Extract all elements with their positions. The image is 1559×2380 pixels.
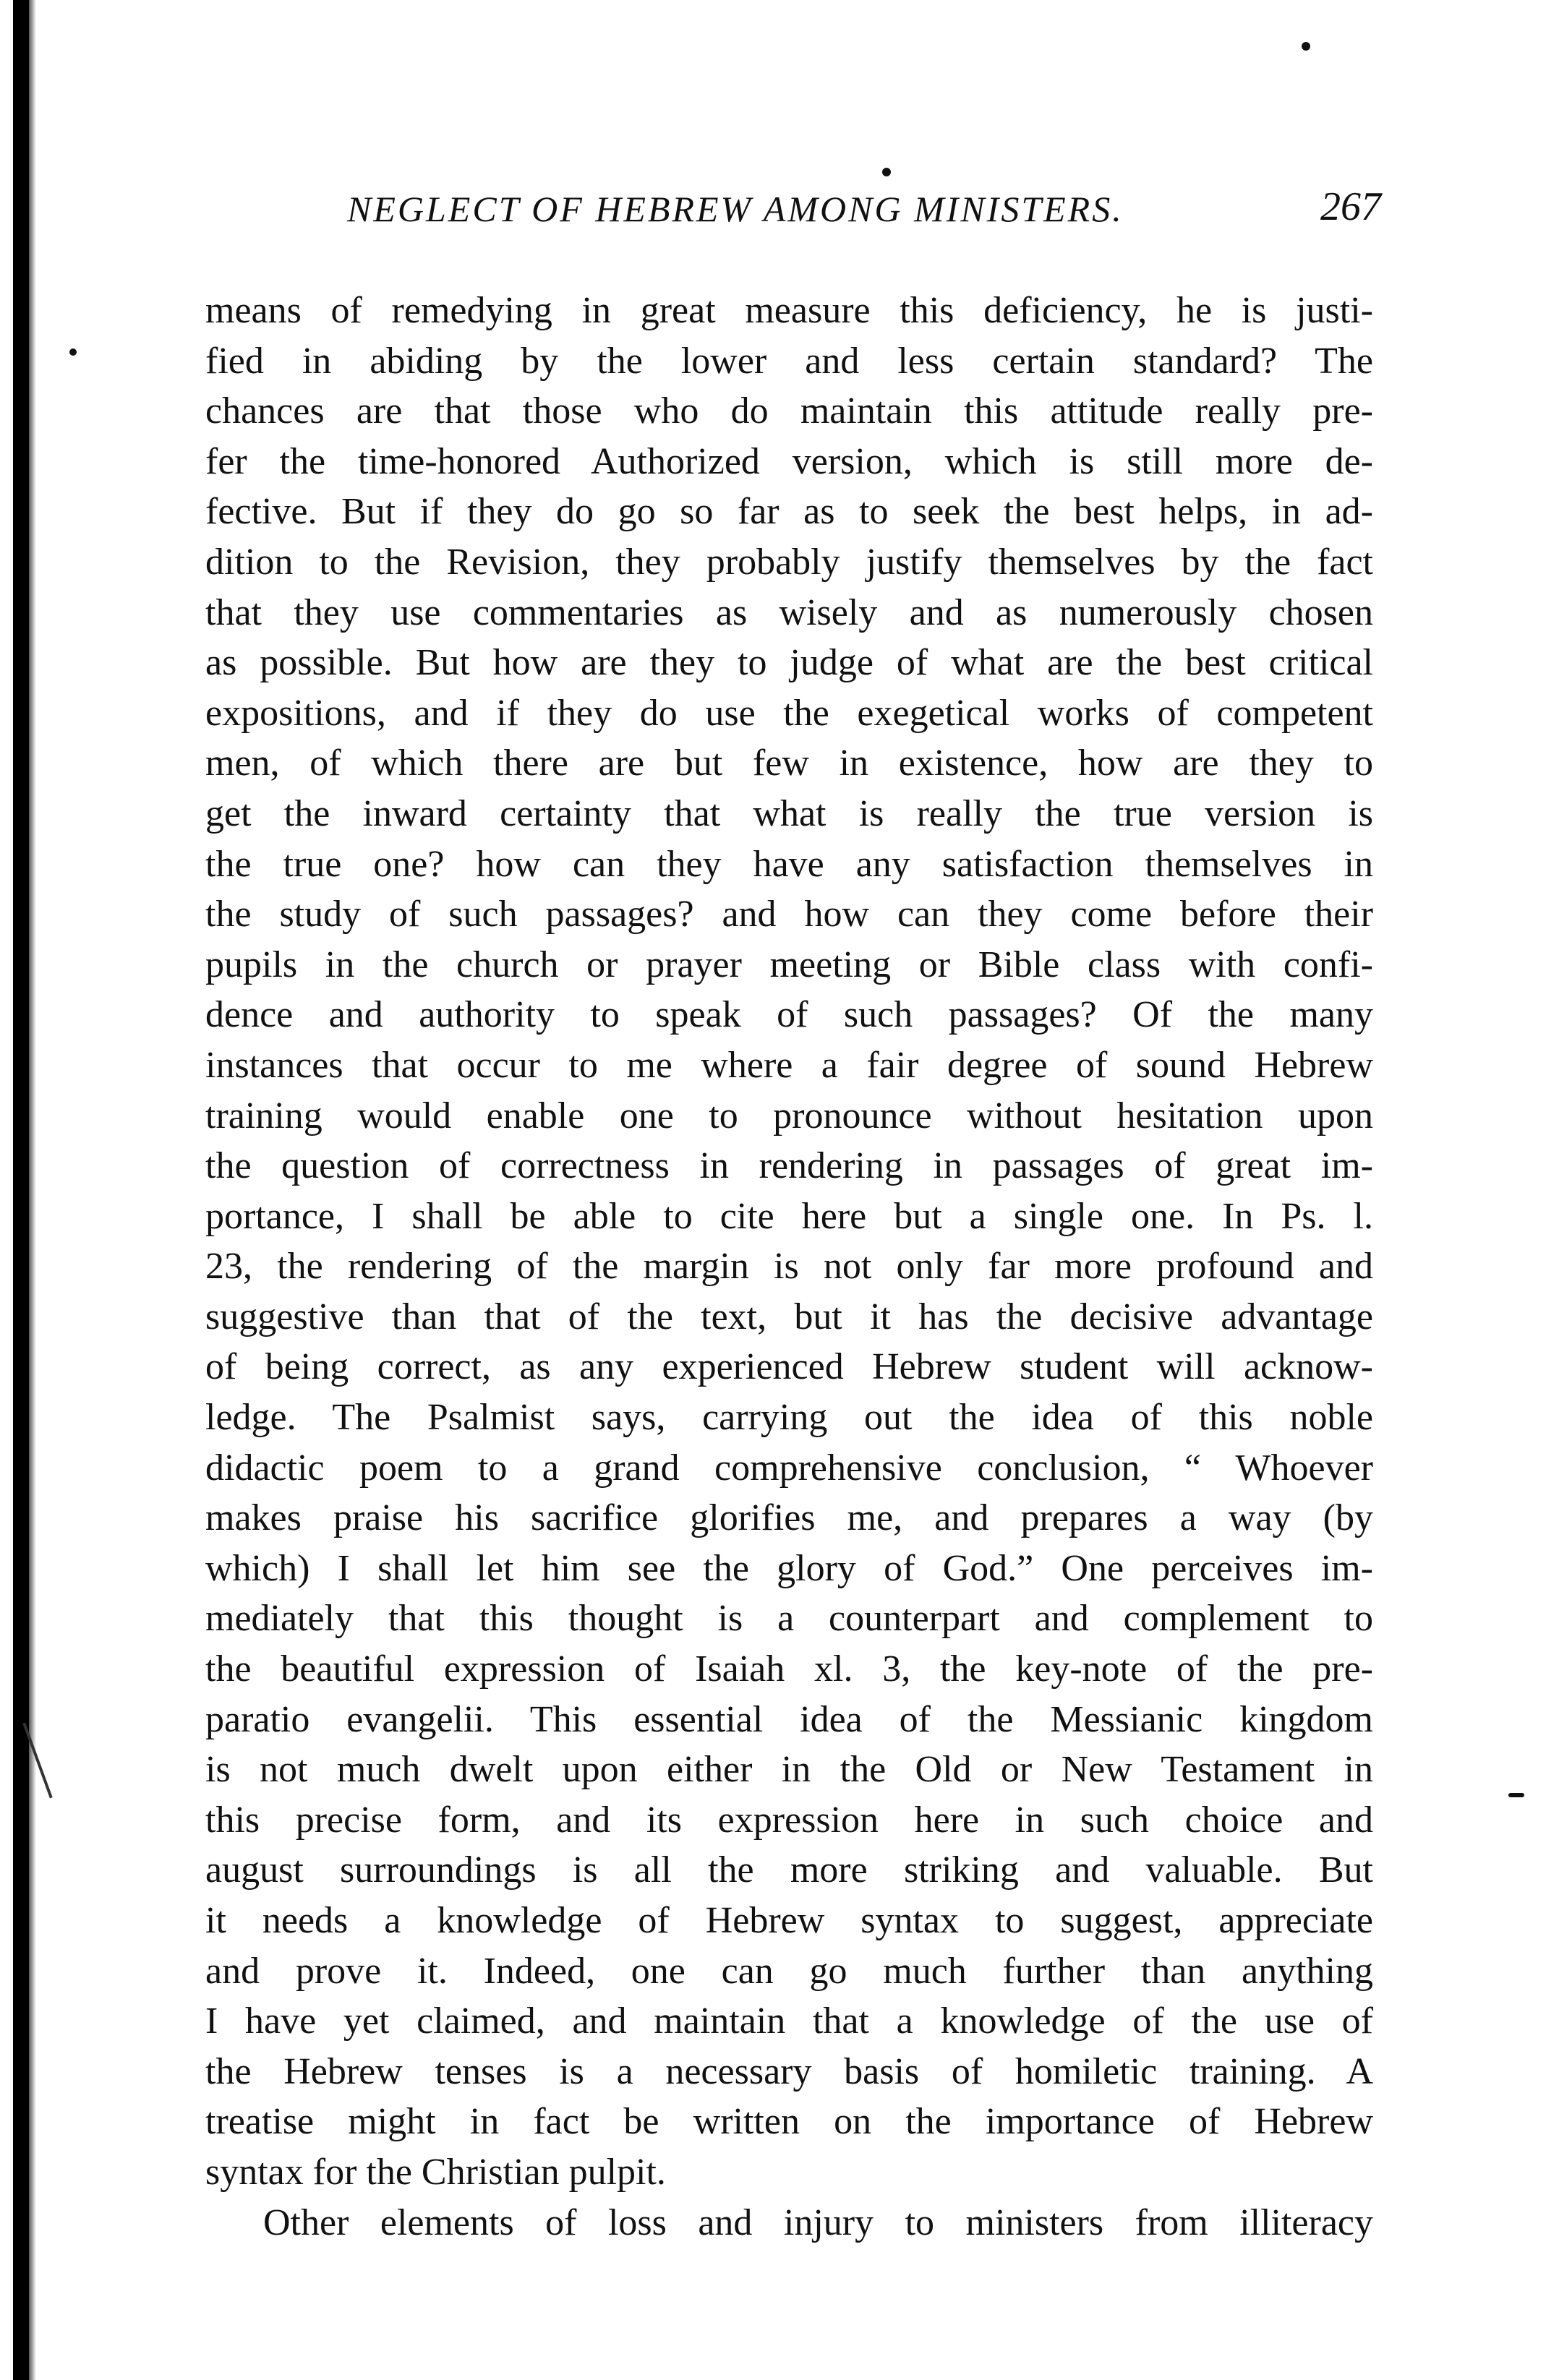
text-line: mediately that this thought is a counterpart and complement to <box>205 1598 1373 1640</box>
ink-speck <box>882 168 891 176</box>
text-line: fied in abiding by the lower and less certain standard? The <box>205 340 1373 382</box>
text-line: fective. But if they do go so far as to seek the best helps, in ad- <box>205 491 1373 533</box>
text-line: instances that occur to me where a fair degree of sound Hebrew <box>205 1044 1373 1086</box>
text-line: that they use commentaries as wisely and as numerously chosen <box>205 591 1373 633</box>
text-line: which) I shall let him see the glory of God.” One perceives im- <box>205 1547 1373 1589</box>
ink-speck <box>1302 42 1310 51</box>
book-binding-edge <box>13 0 29 2380</box>
text-line: suggestive than that of the text, but it has the decisive advantage <box>205 1296 1373 1337</box>
text-line: the true one? how can they have any satisfaction themselves in <box>205 843 1373 885</box>
body-text <box>205 286 1373 2248</box>
text-line: I have yet claimed, and maintain that a knowledge of the use of <box>205 2000 1373 2042</box>
text-line: the question of correctness in rendering in passages of great im- <box>205 1145 1373 1187</box>
text-line: treatise might in fact be written on the importance of Hebrew <box>205 2101 1373 2143</box>
text-line: august surroundings is all the more striking and valuable. But <box>205 1849 1373 1891</box>
text-line: dence and authority to speak of such passages? Of the many <box>205 994 1373 1036</box>
text-line: this precise form, and its expression here in such choice and <box>205 1799 1373 1841</box>
ink-speck <box>1508 1793 1524 1797</box>
text-line: is not much dwelt upon either in the Old or New Testament in <box>205 1749 1373 1791</box>
binding-shadow <box>29 0 36 2380</box>
paragraph-start-line: Other elements of loss and injury to ministers from illiteracy <box>263 2201 1373 2243</box>
running-head-title: NEGLECT OF HEBREW AMONG MINISTERS. <box>347 189 1124 229</box>
text-line: ledge. The Psalmist says, carrying out the idea of this noble <box>205 1397 1373 1439</box>
text-line: men, of which there are but few in existence, how are they to <box>205 742 1373 784</box>
text-line: it needs a knowledge of Hebrew syntax to suggest, appreciate <box>205 1900 1373 1941</box>
text-line: training would enable one to pronounce without hesitation upon <box>205 1095 1373 1137</box>
text-line: dition to the Revision, they probably justify themselves by the fact <box>205 541 1373 583</box>
text-line: of being correct, as any experienced Hebrew student will acknow- <box>205 1346 1373 1388</box>
page-number: 267 <box>1320 184 1381 229</box>
text-line: the Hebrew tenses is a necessary basis of homiletic training. A <box>205 2050 1373 2092</box>
text-line: the study of such passages? and how can they come before their <box>205 894 1373 936</box>
text-line: and prove it. Indeed, one can go much further than anything <box>205 1950 1373 1992</box>
text-line: paratio evangelii. This essential idea of the Messianic kingdom <box>205 1698 1373 1740</box>
text-line: as possible. But how are they to judge of what are the best critical <box>205 642 1373 684</box>
text-line: fer the time-honored Authorized version, which is still more de- <box>205 440 1373 482</box>
ink-speck <box>69 348 77 356</box>
text-line: portance, I shall be able to cite here but a single one. In Ps. l. <box>205 1195 1373 1237</box>
text-line: 23, the rendering of the margin is not only far more profound and <box>205 1246 1373 1288</box>
text-line: the beautiful expression of Isaiah xl. 3, the key-note of the pre- <box>205 1648 1373 1690</box>
text-line: pupils in the church or prayer meeting or Bible class with confi- <box>205 943 1373 985</box>
text-line: get the inward certainty that what is really the true version is <box>205 792 1373 834</box>
text-line: makes praise his sacrifice glorifies me, and prepares a way (by <box>205 1497 1373 1539</box>
text-line: chances are that those who do maintain this attitude really pre- <box>205 390 1373 432</box>
running-head <box>347 184 1381 239</box>
text-line: means of remedying in great measure this deficiency, he is justi- <box>205 290 1373 331</box>
text-line: didactic poem to a grand comprehensive conclusion, “ Whoever <box>205 1447 1373 1489</box>
text-line: syntax for the Christian pulpit. <box>205 2151 666 2193</box>
text-line: expositions, and if they do use the exegetical works of competent <box>205 692 1373 734</box>
